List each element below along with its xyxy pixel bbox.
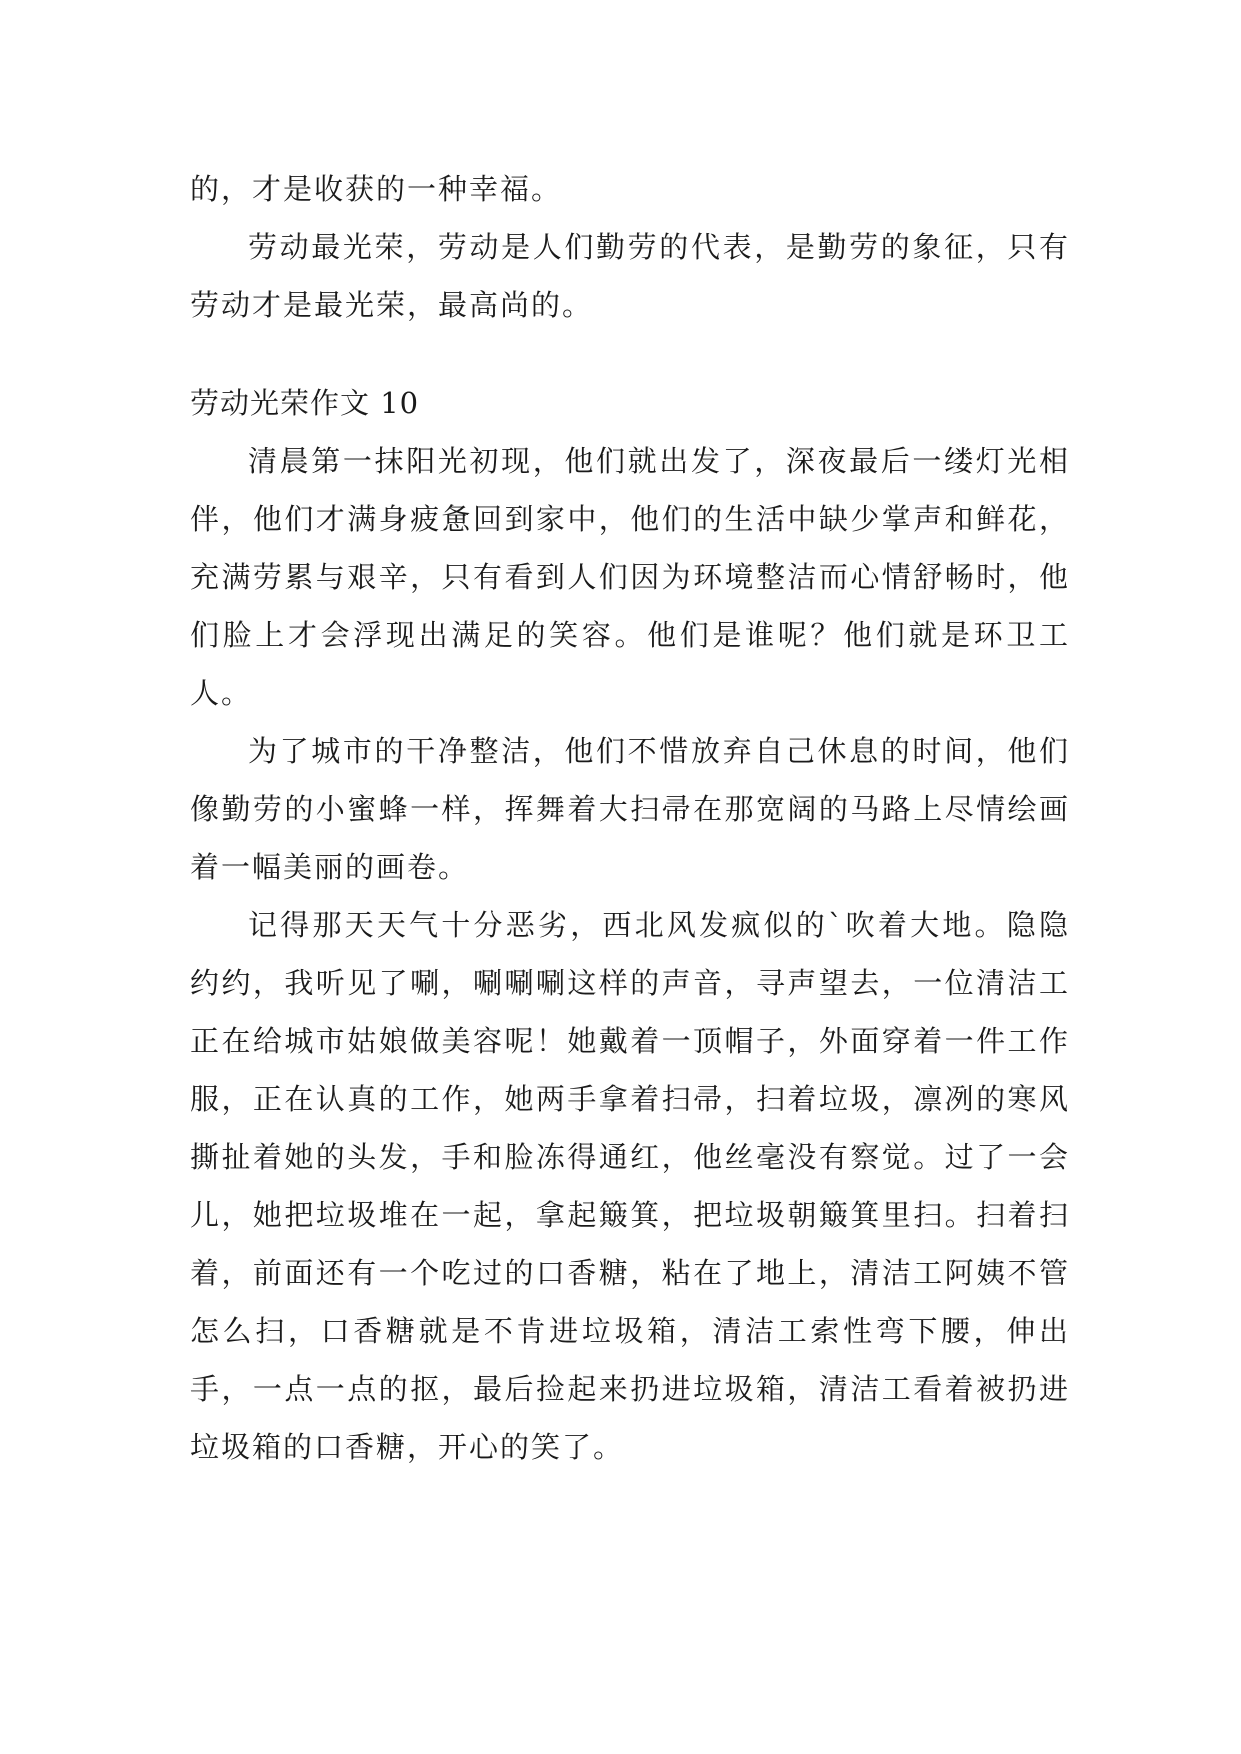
- paragraph: 清晨第一抹阳光初现，他们就出发了，深夜最后一缕灯光相伴，他们才满身疲惫回到家中，他们的生活中缺少掌声和鲜花，充满劳累与艰辛，只有看到人们因为环境整洁而心情舒畅时，他们脸上才会浮现出满足的笑容。他们是谁呢？他们就是环卫工人。: [190, 444, 1070, 710]
- paragraph: 的，才是收获的一种幸福。: [190, 172, 563, 206]
- paragraph: 记得那天天气十分恶劣，西北风发疯似的`吹着大地。隐隐约约，我听见了唰，唰唰唰这样的声音，寻声望去，一位清洁工正在给城市姑娘做美容呢！她戴着一顶帽子，外面穿着一件工作服，正在认真的工作，她两手拿着扫帚，扫着垃圾，凛冽的寒风撕扯着她的头发，手和脸冻得通红，他丝毫没有察觉。过了一会儿，她把垃圾堆在一起，拿起簸箕，把垃圾朝簸箕里扫。扫着扫着，前面还有一个吃过的口香糖，粘在了地上，清洁工阿姨不管怎么扫，口香糖就是不肯进垃圾箱，清洁工索性弯下腰，伸出手，一点一点的抠，最后捡起来扔进垃圾箱，清洁工看着被扔进垃圾箱的口香糖，开心的笑了。: [190, 908, 1070, 1464]
- document-body: [190, 160, 1070, 1476]
- section-heading: 劳动光荣作文 10: [190, 386, 420, 420]
- paragraph: 劳动最光荣，劳动是人们勤劳的代表，是勤劳的象征，只有劳动才是最光荣，最高尚的。: [190, 230, 1070, 322]
- paragraph: 为了城市的干净整洁，他们不惜放弃自己休息的时间，他们像勤劳的小蜜蜂一样，挥舞着大扫帚在那宽阔的马路上尽情绘画着一幅美丽的画卷。: [190, 734, 1070, 884]
